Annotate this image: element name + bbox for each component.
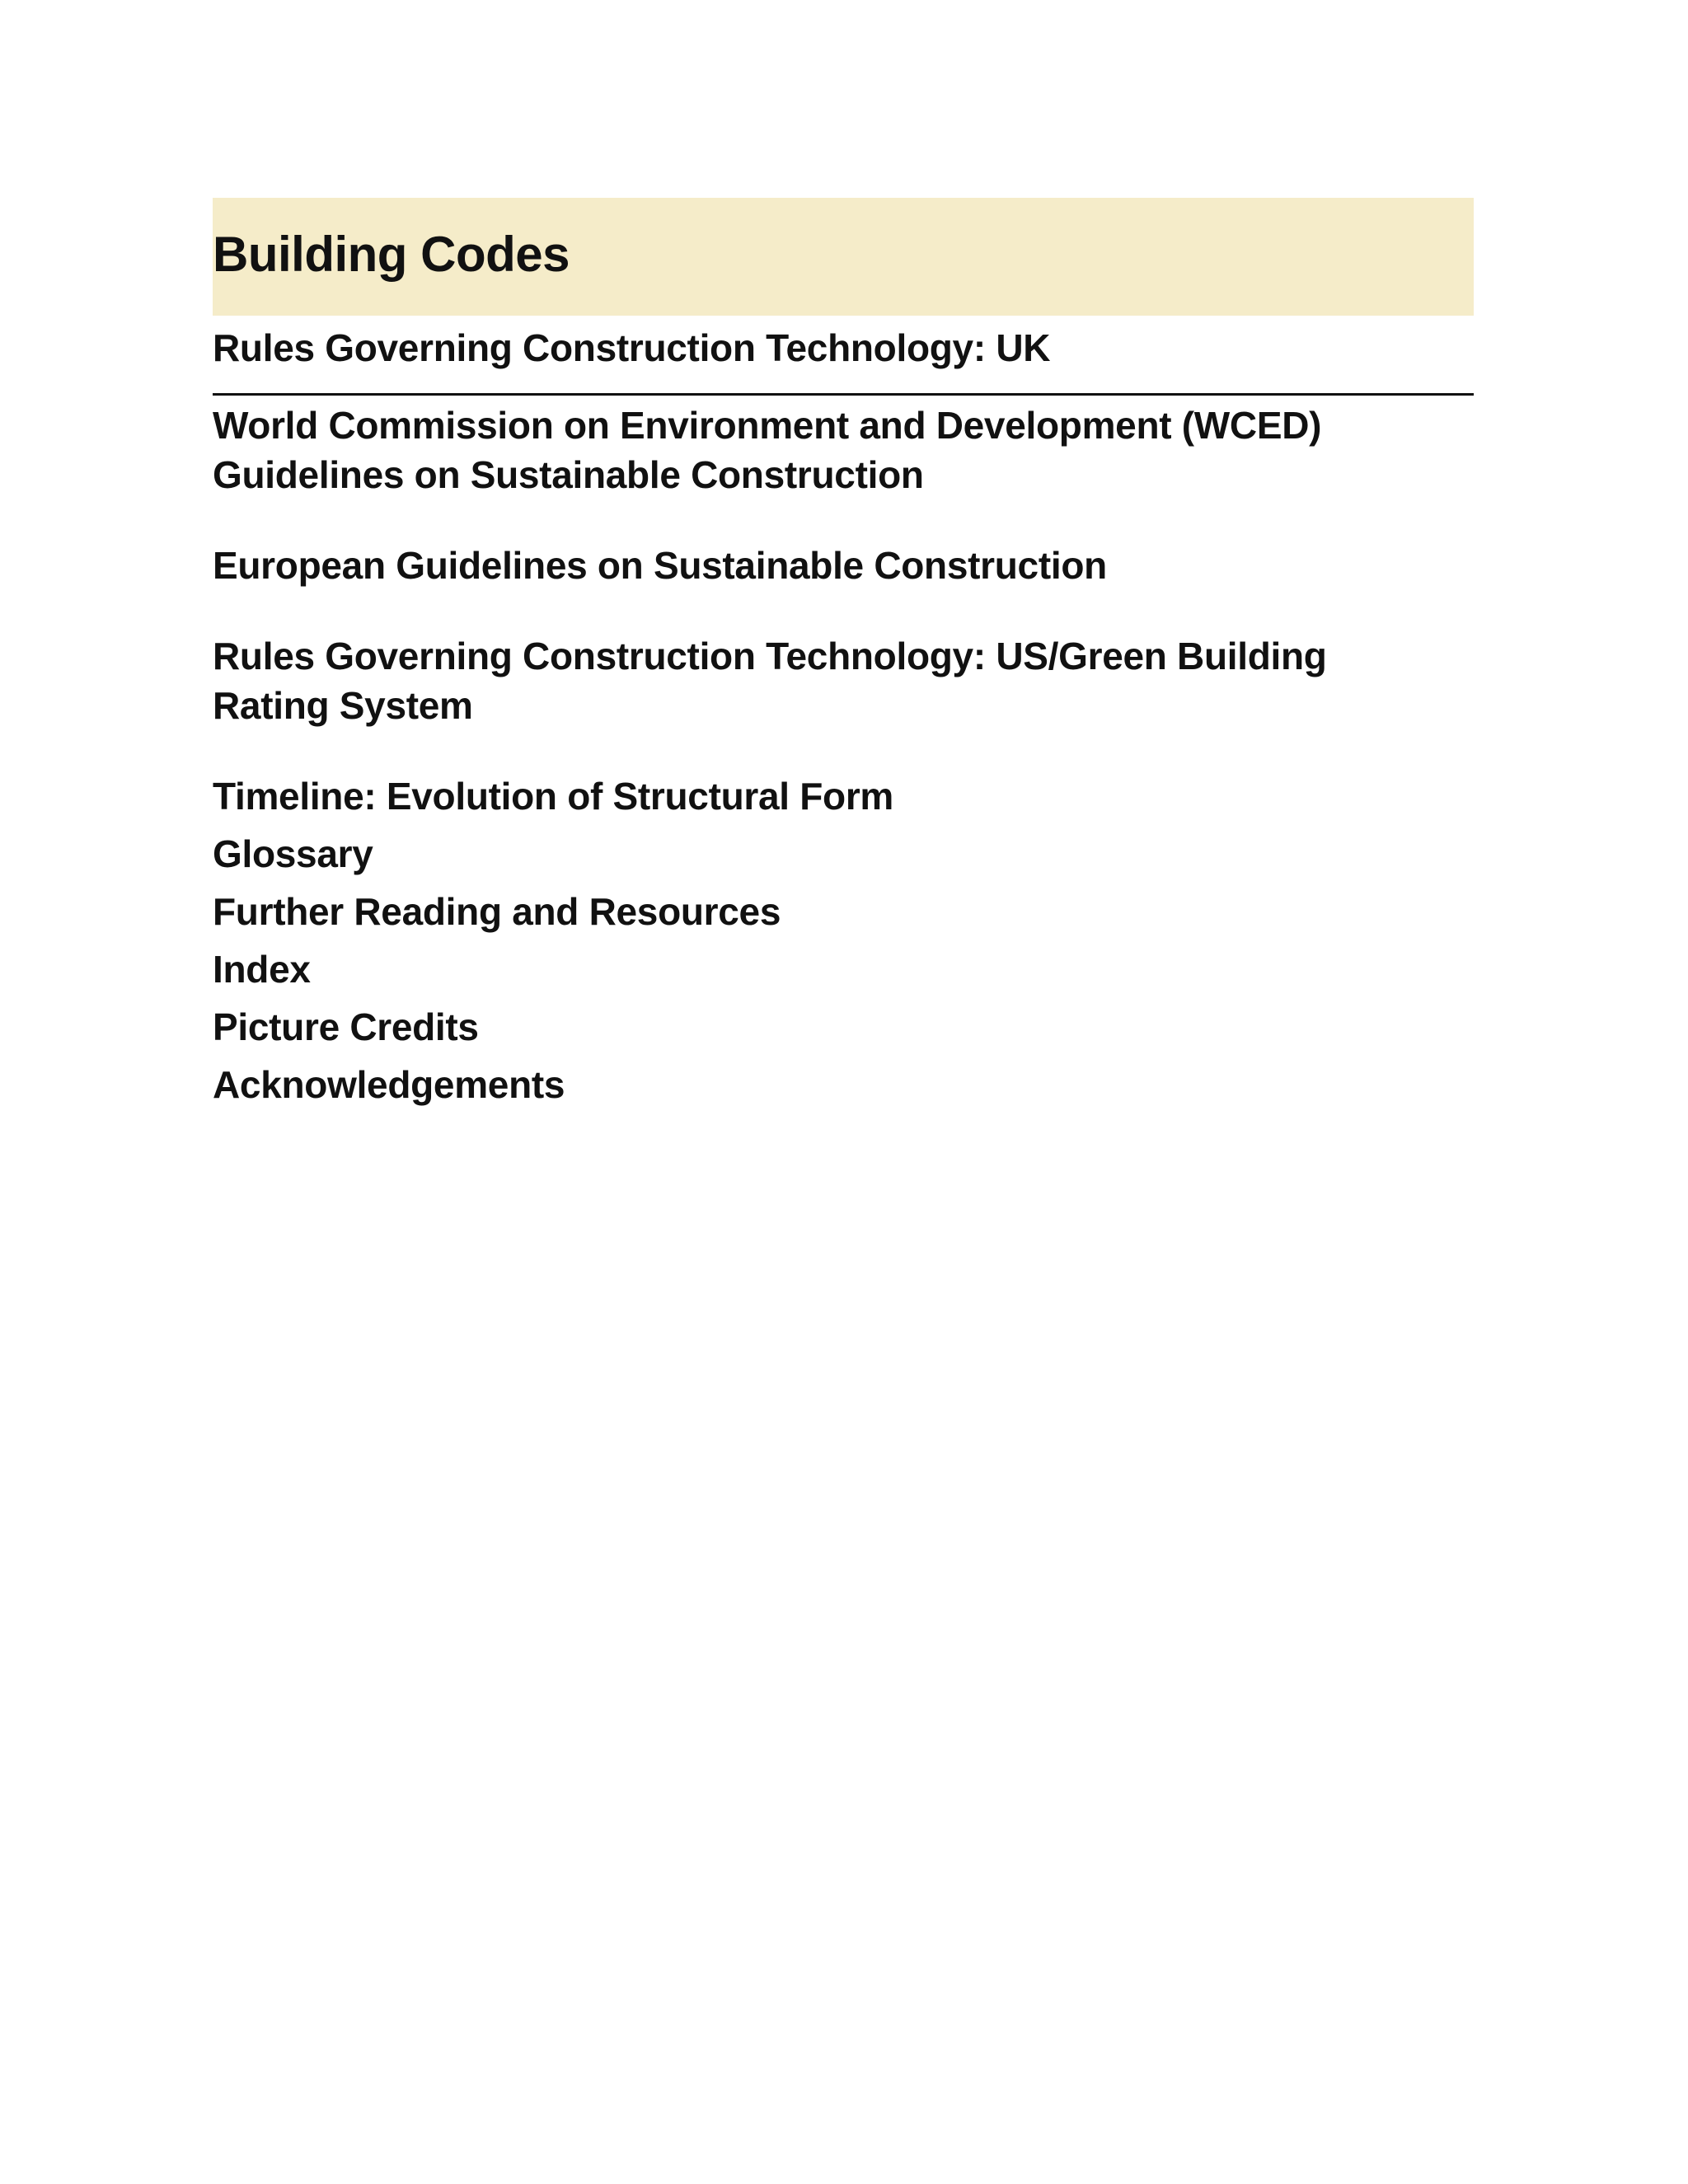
toc-entry-index: Index (213, 948, 311, 991)
toc-entry-us-line1: Rules Governing Construction Technology: US/Green Building (213, 635, 1327, 677)
toc-entry-wced-line1: World Commission on Environment and Development (WCED) (213, 404, 1322, 447)
toc-entry-glossary: Glossary (213, 832, 373, 875)
section-heading-band (213, 198, 1474, 316)
toc-entry-timeline: Timeline: Evolution of Structural Form (213, 775, 894, 818)
toc-entry-wced-line2: Guidelines on Sustainable Construction (213, 453, 924, 496)
toc-entry-acknowledgements: Acknowledgements (213, 1063, 565, 1106)
section-subtitle: Rules Governing Construction Technology: UK (213, 326, 1051, 369)
toc-entry-picture-credits: Picture Credits (213, 1005, 479, 1048)
toc-entry-us-line2: Rating System (213, 684, 473, 727)
toc-entry-further-reading: Further Reading and Resources (213, 890, 781, 933)
toc-entry-european: European Guidelines on Sustainable Construction (213, 544, 1107, 587)
divider-rule (213, 393, 1474, 396)
section-title: Building Codes (213, 227, 570, 282)
